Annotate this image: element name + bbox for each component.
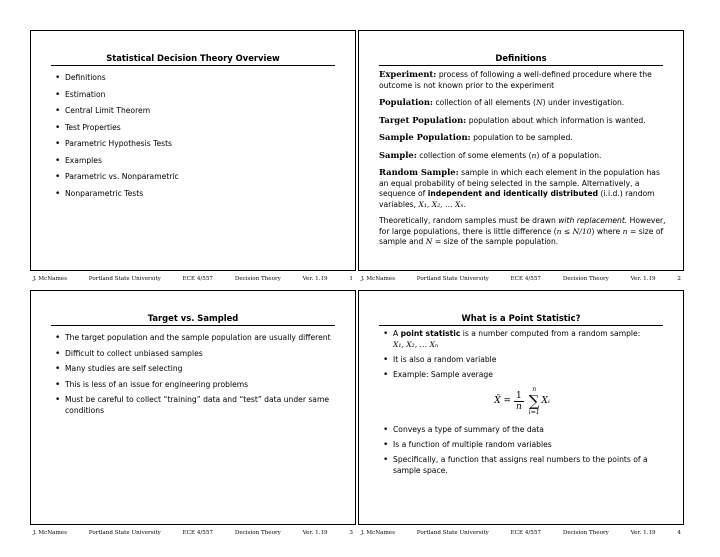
definition-text: sample in which each element in the population has an equal probability of being selected in the sample. Alternatively, a sequence of	[379, 168, 660, 198]
footer-version: Ver. 1.19	[302, 530, 328, 536]
math-symbol: n	[531, 150, 537, 160]
definition-experiment	[379, 69, 667, 91]
math-symbol: n	[622, 226, 628, 236]
footer-course: ECE 4/557	[510, 530, 541, 536]
slide-footer	[359, 276, 683, 282]
slide-title: Statistical Decision Theory Overview	[51, 53, 335, 66]
note-text: = size of the sample population.	[434, 237, 559, 246]
footer-author: J. McNames	[361, 530, 395, 536]
footer-version: Ver. 1.19	[630, 276, 656, 282]
list-item: • Estimation	[51, 90, 337, 101]
definition-term: Random Sample:	[379, 167, 459, 177]
math-symbol: X₁, X₂, … Xₙ	[393, 339, 439, 349]
footer-author: J. McNames	[33, 276, 67, 282]
page-number: 2	[677, 276, 681, 282]
slide-footer	[31, 530, 355, 536]
list-item: • Example: Sample average	[379, 370, 665, 381]
math-symbol: X₁, X₂, … Xₙ.	[418, 199, 466, 209]
point-statistic-list	[379, 329, 665, 380]
slide-4	[358, 290, 684, 536]
math-symbol: N	[425, 237, 433, 246]
sum-upper-limit: n	[532, 386, 537, 393]
slide-footer	[359, 530, 683, 536]
page-number: 4	[677, 530, 681, 536]
list-item: • Definitions	[51, 73, 337, 84]
slide-title: What is a Point Statistic?	[379, 313, 663, 326]
list-item: • Parametric Hypothesis Tests	[51, 139, 337, 150]
definition-text: collection of all elements (	[435, 98, 536, 107]
list-item: • Nonparametric Tests	[51, 189, 337, 200]
definition-term: Sample Population:	[379, 132, 471, 142]
fraction-denominator: n	[516, 402, 522, 412]
list-item: • Central Limit Theorem	[51, 106, 337, 117]
footer-topic: Decision Theory	[234, 530, 281, 536]
note-text: However, for large populations, there is little difference (	[379, 216, 666, 236]
definition-population	[379, 97, 667, 109]
math-symbol: n ≤ N/10	[556, 226, 592, 236]
footer-course: ECE 4/557	[510, 276, 541, 282]
formula-lhs: X̄ =	[494, 396, 512, 407]
footer-university: Portland State University	[416, 276, 489, 282]
list-item: • Test Properties	[51, 123, 337, 134]
footer-author: J. McNames	[361, 276, 395, 282]
footer-author: J. McNames	[33, 530, 67, 536]
list-item: • Specifically, a function that assigns real numbers to the points of a sample space.	[379, 455, 665, 476]
list-emphasis: point statistic	[400, 329, 461, 338]
note-text: ) where	[591, 226, 621, 236]
target-vs-sampled-list	[51, 333, 337, 416]
slide-body	[51, 73, 337, 205]
slide-3	[30, 290, 356, 536]
slide-body	[379, 69, 667, 248]
list-item: • Is a function of multiple random variables	[379, 440, 665, 451]
note-text: = size of sample and	[379, 226, 664, 246]
definition-text: random variables,	[379, 189, 655, 209]
definition-text: process of following a well-defined procedure where the outcome is not known prior to the experiment	[379, 70, 652, 90]
sigma-icon: ∑	[528, 392, 540, 410]
slide-body	[51, 333, 337, 421]
sum-lower-limit: i=1	[528, 409, 540, 416]
list-item: • Difficult to collect unbiased samples	[51, 349, 337, 360]
definition-text: population to be sampled.	[473, 133, 573, 142]
definition-text: ) under investigation.	[542, 98, 625, 107]
definition-term: Population:	[379, 97, 434, 107]
footer-university: Portland State University	[88, 276, 161, 282]
point-statistic-list-continued	[379, 425, 665, 476]
replacement-note	[379, 216, 667, 248]
footer-university: Portland State University	[88, 530, 161, 536]
definition-sample-population	[379, 132, 667, 144]
footer-topic: Decision Theory	[562, 530, 609, 536]
footer-topic: Decision Theory	[234, 276, 281, 282]
math-symbol: N	[535, 98, 543, 107]
note-text: Theoretically, random samples must be drawn	[379, 216, 556, 225]
overview-list	[51, 73, 337, 199]
footer-version: Ver. 1.19	[630, 530, 656, 536]
footer-course: ECE 4/557	[182, 276, 213, 282]
sample-average-formula	[379, 386, 665, 417]
slide-body	[379, 329, 665, 481]
definition-sample	[379, 150, 667, 162]
definition-text: population about which information is wanted.	[468, 115, 646, 125]
list-item: • It is also a random variable	[379, 355, 665, 366]
footer-university: Portland State University	[416, 530, 489, 536]
list-item: • Examples	[51, 156, 337, 167]
slide-footer	[31, 276, 355, 282]
footer-course: ECE 4/557	[182, 530, 213, 536]
slide-title: Target vs. Sampled	[51, 313, 335, 326]
list-item: • The target population and the sample population are usually different	[51, 333, 337, 344]
definition-text: (i.i.d.)	[600, 189, 623, 198]
slide-title: Definitions	[379, 53, 663, 66]
definition-term: Target Population:	[379, 114, 467, 125]
definition-random-sample	[379, 167, 667, 210]
definition-target-population	[379, 115, 667, 127]
list-text: is a number computed from a random sample:	[462, 329, 641, 338]
definition-emphasis: independent and identically distributed	[427, 189, 599, 198]
footer-version: Ver. 1.19	[302, 276, 328, 282]
slide-2	[358, 30, 684, 282]
definition-term: Sample:	[379, 149, 417, 160]
page-number: 3	[349, 530, 353, 536]
summation	[529, 386, 540, 417]
list-text: A	[393, 329, 399, 338]
fraction-numerator: 1	[516, 391, 522, 401]
list-item: • Must be careful to collect “training” data and “test” data under same conditions	[51, 395, 337, 416]
page-number: 1	[349, 276, 353, 282]
list-item: • Parametric vs. Nonparametric	[51, 172, 337, 183]
definition-text: collection of some elements (	[419, 150, 532, 160]
list-item: • Many studies are self selecting	[51, 364, 337, 375]
slide-1	[30, 30, 356, 282]
list-item: • Conveys a type of summary of the data	[379, 425, 665, 436]
definition-text: ) of a population.	[536, 150, 602, 160]
list-item	[379, 329, 665, 350]
note-emphasis: with replacement.	[558, 216, 628, 225]
definition-term: Experiment:	[379, 69, 437, 79]
footer-topic: Decision Theory	[562, 276, 609, 282]
list-item: • This is less of an issue for engineering problems	[51, 380, 337, 391]
formula-fraction	[514, 391, 524, 412]
formula-term: Xᵢ	[541, 396, 550, 407]
